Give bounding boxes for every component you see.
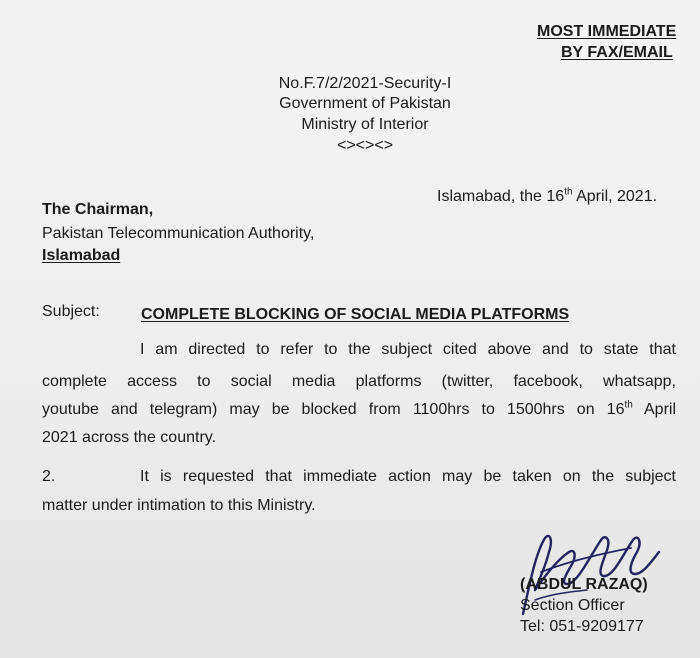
government-name: Government of Pakistan	[279, 95, 451, 112]
header-separator: <><><>	[336, 137, 394, 154]
signatory-name: (ABDUL RAZAQ)	[520, 576, 648, 593]
paragraph-1-ordinal: th	[624, 399, 633, 411]
addressee-organization: Pakistan Telecommunication Authority,	[42, 225, 315, 242]
addressee-title: The Chairman,	[42, 201, 154, 218]
date-line	[437, 187, 657, 207]
paragraph-1-line-2: complete access to social media platforms (twitter, facebook, whatsapp,	[42, 373, 676, 390]
paragraph-2-line-1: It is requested that immediate action may be taken on the subject	[140, 468, 676, 485]
paragraph-1-line-3	[42, 400, 676, 420]
addressee-city: Islamabad	[42, 247, 121, 264]
paragraph-1-line-1: I am directed to refer to the subject cited above and to state that	[140, 341, 676, 358]
priority-label: MOST IMMEDIATE	[537, 23, 677, 40]
date-rest: April, 2021.	[572, 188, 658, 205]
signatory-designation: Section Officer	[520, 597, 625, 614]
paragraph-1-line-3-end: April	[632, 401, 676, 418]
subject-label: Subject:	[42, 303, 100, 320]
date-prefix: Islamabad, the 16	[437, 188, 565, 205]
subject-text: COMPLETE BLOCKING OF SOCIAL MEDIA PLATFORMS	[141, 306, 570, 323]
paragraph-2-number: 2.	[42, 468, 56, 485]
reference-number: No.F.7/2/2021-Security-I	[278, 75, 452, 92]
date-suffix: th	[564, 186, 573, 198]
paragraph-2-line-2: matter under intimation to this Ministry.	[42, 497, 316, 514]
delivery-label: BY FAX/EMAIL	[561, 44, 673, 61]
paragraph-1-line-4: 2021 across the country.	[42, 429, 217, 446]
paragraph-1-line-3-text: youtube and telegram) may be blocked from 1100hrs to 1500hrs on 16	[42, 401, 625, 418]
signatory-phone: Tel: 051-9209177	[520, 618, 644, 635]
ministry-name: Ministry of Interior	[301, 116, 429, 133]
